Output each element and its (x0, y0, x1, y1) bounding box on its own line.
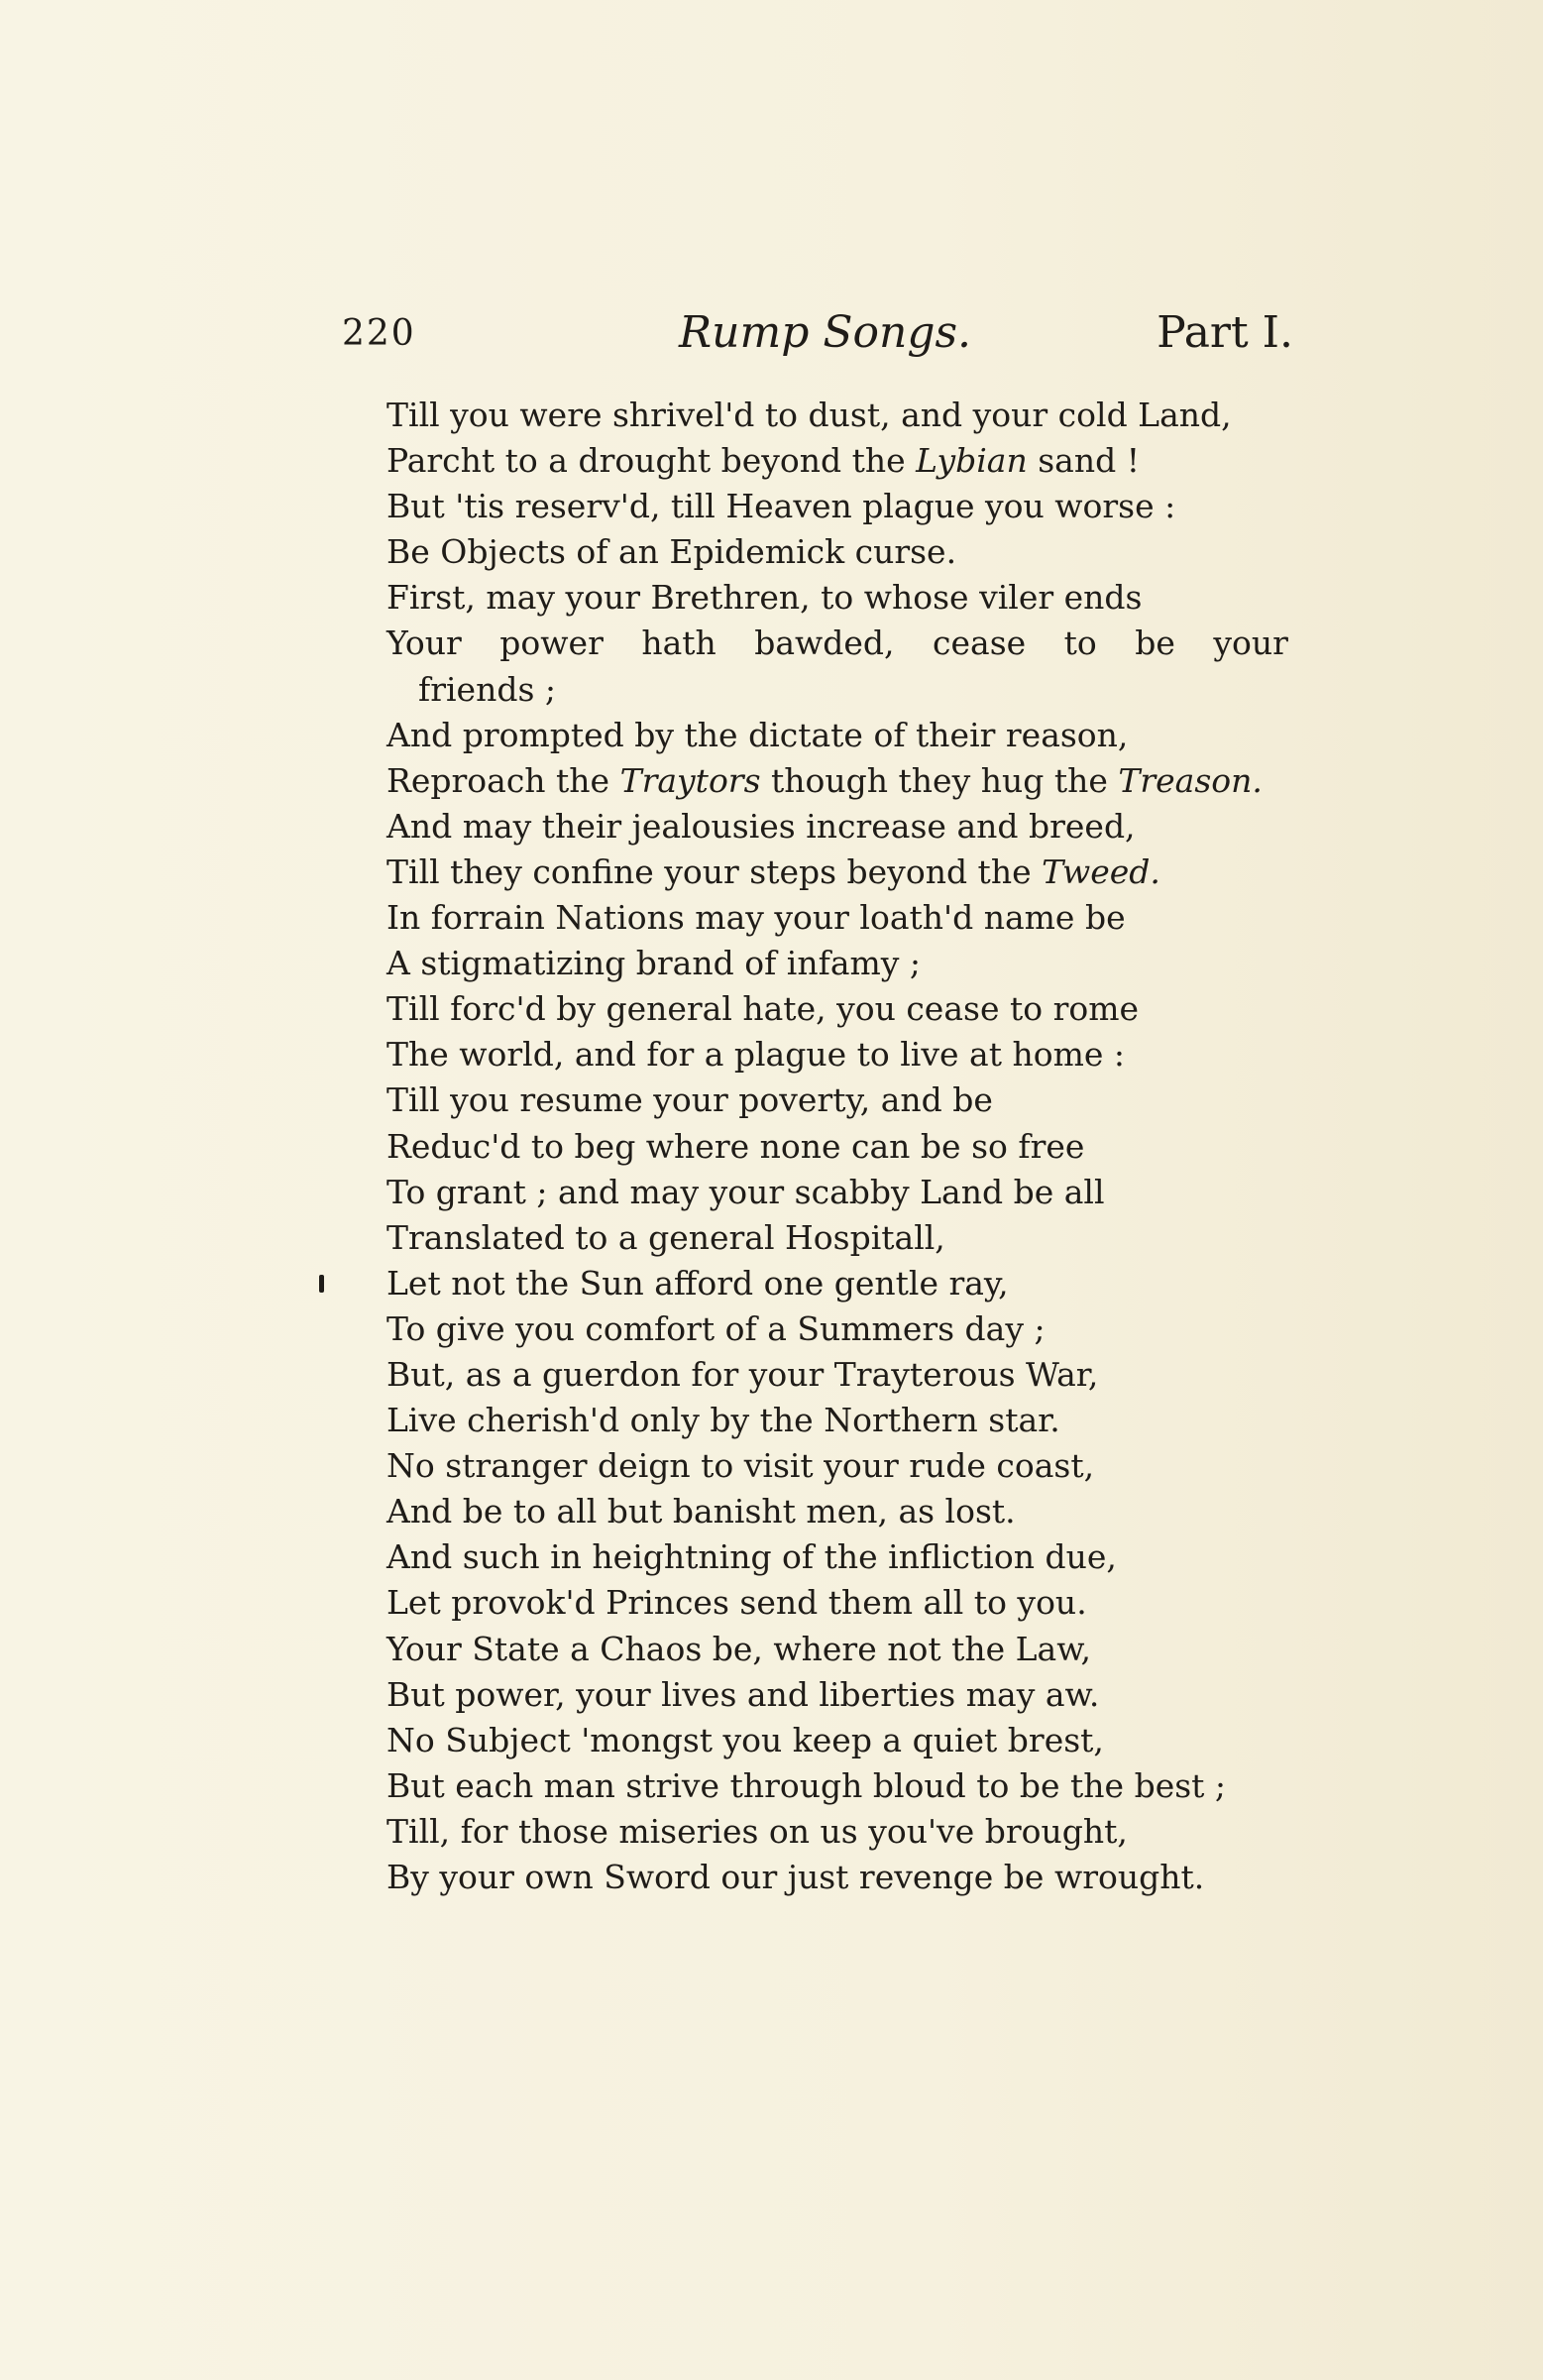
poem-line: But power, your lives and liberties may aw. (386, 1674, 1100, 1714)
poem-line: Till you resume your poverty, and be (386, 1080, 993, 1120)
poem-line: In forrain Nations may your loath'd name be (386, 898, 1126, 938)
poem-line: Till, for those miseries on us you've brought, (386, 1811, 1128, 1851)
poem-line: Reproach the Traytors though they hug the Treason. (386, 760, 1263, 800)
poem-line: Be Objects of an Epidemick curse. (386, 532, 957, 572)
poem-line: Let not the Sun afford one gentle ray, (386, 1263, 1009, 1303)
poem-line: Reduc'd to beg where none can be so free (386, 1126, 1085, 1166)
page-header (342, 307, 1293, 367)
poem-line: But 'tis reserv'd, till Heaven plague you worse : (386, 487, 1176, 526)
poem-line: A stigmatizing brand of infamy ; (386, 944, 922, 983)
poem-line: By your own Sword our just revenge be wrought. (386, 1858, 1205, 1896)
poem-line: But, as a guerdon for your Trayterous War, (386, 1354, 1099, 1394)
poem-line: And such in heightning of the infliction due, (386, 1537, 1117, 1577)
poem-line: To grant ; and may your scabby Land be all (386, 1172, 1105, 1211)
running-title: Rump Songs. (679, 307, 972, 358)
poem-line: No stranger deign to visit your rude coast, (386, 1446, 1095, 1486)
poem-body (386, 393, 1298, 1900)
part-label: Part I. (1157, 307, 1293, 358)
poem-line: Live cherish'd only by the Northern star. (386, 1401, 1060, 1440)
page-number: 220 (342, 313, 416, 354)
poem-line: And prompted by the dictate of their reason, (386, 715, 1129, 754)
margin-mark (319, 1275, 324, 1293)
poem-line: Translated to a general Hospitall, (386, 1217, 945, 1257)
poem-line: No Subject 'mongst you keep a quiet brest, (386, 1720, 1104, 1759)
poem-line: First, may your Brethren, to whose viler ends (386, 578, 1143, 618)
poem-line: Parcht to a drought beyond the Lybian sand ! (386, 441, 1140, 481)
poem-line: To give you comfort of a Summers day ; (386, 1308, 1046, 1348)
poem-line: Let provok'd Princes send them all to you. (386, 1583, 1087, 1623)
poem-line: Till you were shrivel'd to dust, and your cold Land, (386, 396, 1232, 434)
poem-line: But each man strive through bloud to be the best ; (386, 1765, 1227, 1805)
poem-line: Till forc'd by general hate, you cease to rome (386, 989, 1140, 1029)
poem-line: And be to all but banisht men, as lost. (386, 1492, 1016, 1531)
poem-line: The world, and for a plague to live at home : (386, 1035, 1125, 1075)
poem-line: And may their jealousies increase and breed, (386, 806, 1136, 846)
poem-line-runover: friends ; (418, 669, 556, 709)
poem-line: Till they confine your steps beyond the Tweed. (386, 851, 1160, 891)
poem-line: Your State a Chaos be, where not the Law, (386, 1629, 1092, 1668)
poem-line: Your power hath bawded, cease to be your (386, 623, 1288, 663)
